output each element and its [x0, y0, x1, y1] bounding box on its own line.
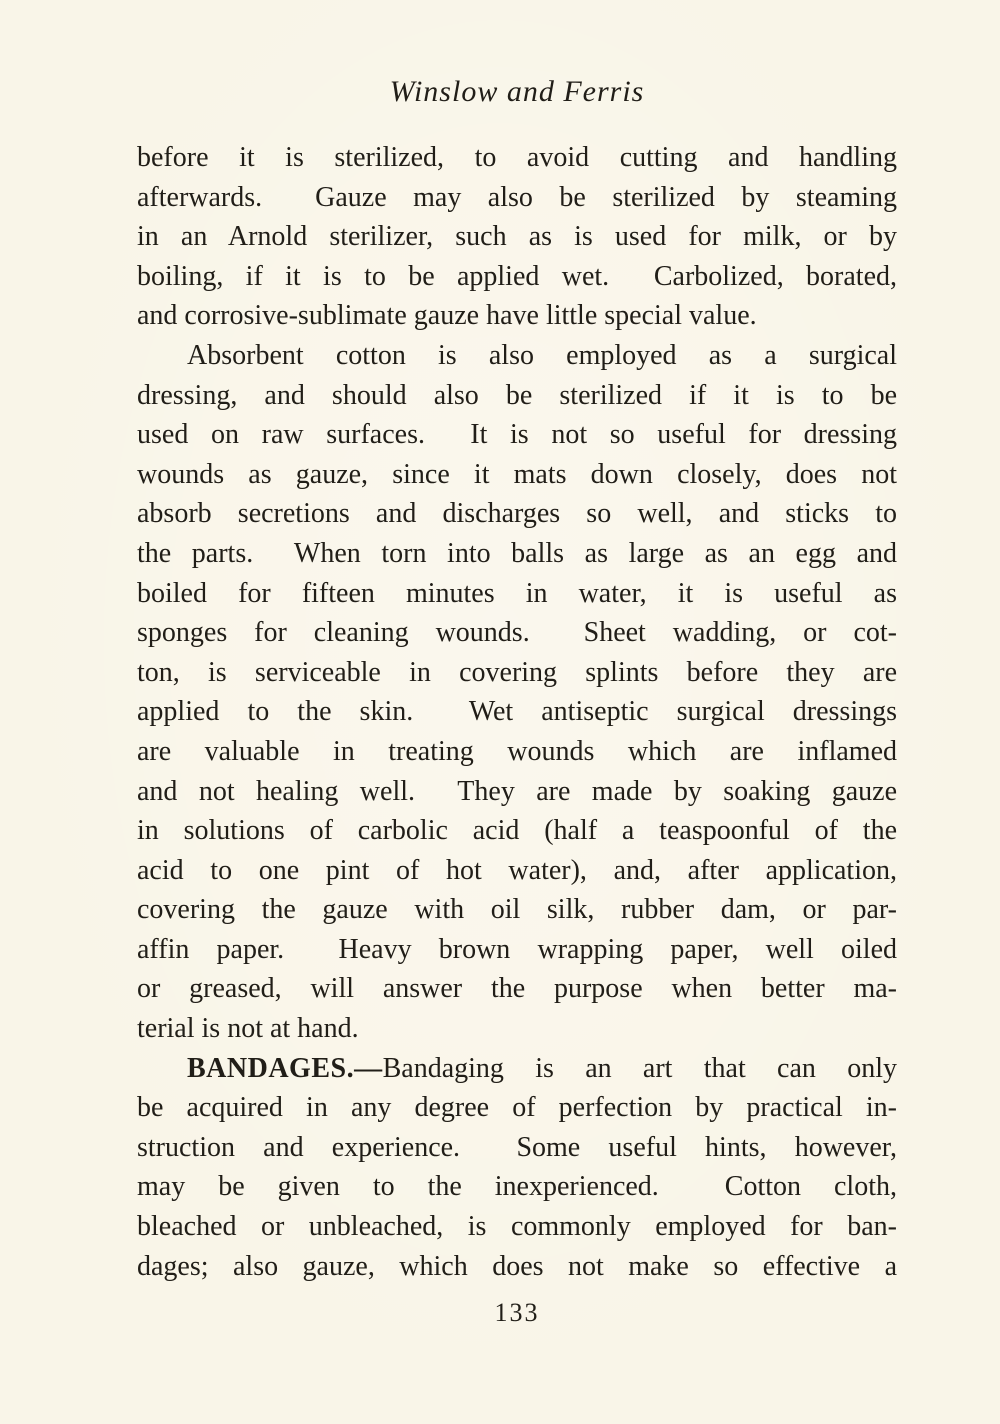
text-line: be acquired in any degree of perfection by practical in-	[137, 1092, 897, 1124]
text-line: before it is sterilized, to avoid cutting and handling	[137, 142, 897, 173]
text-line: wounds as gauze, since it mats down closely, does not	[137, 458, 897, 490]
running-head: Winslow and Ferris	[389, 75, 645, 108]
text-line: boiling, if it is to be applied wet. Carbolized, borated,	[137, 260, 897, 292]
paragraph-lead: BANDAGES.—	[187, 1052, 383, 1084]
paragraph	[137, 138, 897, 336]
text-line: dages; also gauze, which does not make so effective a	[137, 1250, 897, 1282]
text-line: and corrosive-sublimate gauze have little special value.	[137, 300, 757, 332]
text-line: sponges for cleaning wounds. Sheet wadding, or cot-	[137, 617, 897, 649]
paragraph	[137, 336, 897, 1049]
text-line: covering the gauze with oil silk, rubber dam, or par-	[137, 894, 897, 926]
text-line: applied to the skin. Wet antiseptic surgical dressings	[137, 696, 897, 728]
page-number: 133	[494, 1298, 540, 1328]
paragraph	[137, 1049, 897, 1287]
text-line: and not healing well. They are made by soaking gauze	[137, 775, 897, 807]
text-line: dressing, and should also be sterilized if it is to be	[137, 379, 897, 411]
text-line: used on raw surfaces. It is not so useful for dressing	[137, 419, 897, 451]
text-line: in solutions of carbolic acid (half a teaspoonful of the	[137, 815, 897, 847]
text-line: affin paper. Heavy brown wrapping paper, well oiled	[137, 933, 897, 965]
text-line: terial is not at hand.	[137, 1013, 359, 1045]
text-line: afterwards. Gauze may also be sterilized by steaming	[137, 181, 897, 213]
text-line: absorb secretions and discharges so well, and sticks to	[137, 498, 897, 530]
text-line: Absorbent cotton is also employed as a surgical	[187, 339, 897, 371]
text-line: in an Arnold sterilizer, such as is used for milk, or by	[137, 221, 897, 253]
text-line: may be given to the inexperienced. Cotton cloth,	[137, 1171, 897, 1203]
text-line: ton, is serviceable in covering splints before they are	[137, 656, 897, 688]
text-line: bleached or unbleached, is commonly employed for ban-	[137, 1211, 897, 1243]
text-line: BANDAGES.—Bandaging is an art that can only	[187, 1052, 897, 1084]
text-line: are valuable in treating wounds which are inflamed	[137, 735, 897, 767]
text-line: struction and experience. Some useful hints, however,	[137, 1131, 897, 1163]
text-line: the parts. When torn into balls as large as an egg and	[137, 537, 897, 569]
text-line: boiled for fifteen minutes in water, it is useful as	[137, 577, 897, 609]
text-line: or greased, will answer the purpose when better ma-	[137, 973, 897, 1005]
text-line: acid to one pint of hot water), and, after application,	[137, 854, 897, 886]
body-text	[137, 138, 897, 1286]
